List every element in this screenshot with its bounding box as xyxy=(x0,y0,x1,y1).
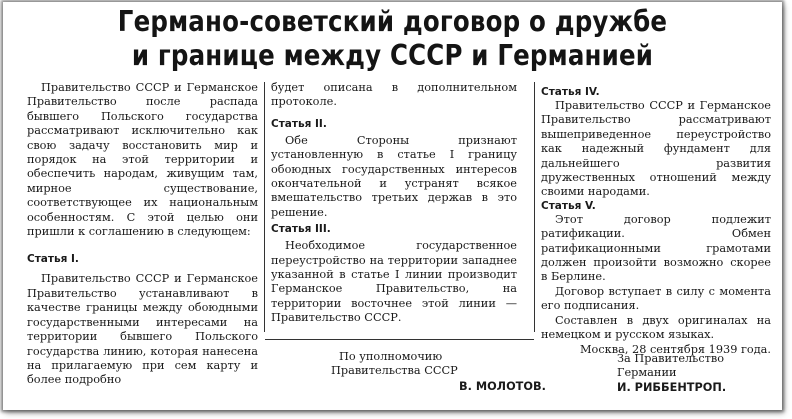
article-5-text-3: Составлен в двух оригиналах на немецком и русском языках. xyxy=(541,313,771,342)
article-5-text-1: Этот договор подлежит ратификации. Обмен ратификационными грамотами должен произойти возможно скорее в Берлине. xyxy=(541,212,771,284)
article-5-text-2: Договор вступает в силу с момента его подписания. xyxy=(541,284,771,313)
newspaper-clipping xyxy=(3,2,782,410)
preamble-text: Правительство СССР и Германское Правительство после распада бывшего Польского государства рассматривают исключительно как свою задачу восстановить мир и порядок на этой территории и обеспечить народам, живущим там, мирное существование, соответствующее их национальным особенностям. С этой целью они пришли к соглашению в следующем: xyxy=(27,81,258,239)
column-3 xyxy=(541,86,771,357)
germany-signature-line-2: Германии xyxy=(617,366,677,379)
article-4-text: Правительство СССР и Германское Правительство рассматривают вышеприведенное переустройство как надежный фундамент для дальнейшего развития дружественных отношений между своими народами. xyxy=(541,99,771,199)
germany-signatory-name: И. РИББЕНТРОП. xyxy=(617,381,727,394)
headline-line-2: и границе между СССР и Германией xyxy=(131,39,654,72)
ussr-signature-line-1: По уполномочию xyxy=(339,350,443,363)
column-1 xyxy=(27,81,258,388)
ussr-signature-block xyxy=(331,350,458,378)
headline-line-1: Германо-советский договор о дружбе xyxy=(117,5,668,38)
article-2-text: Обе Стороны признают установленную в статье I границу обоюдных государственных интересов окончательной и устранят всякое вмешательство третьих держав в это решение. xyxy=(271,133,517,219)
column-divider-2 xyxy=(534,82,535,332)
signature-rule xyxy=(265,339,534,340)
dateline: Москва, 28 сентября 1939 года. xyxy=(579,342,771,356)
article-3-text: Необходимое государственное переустройство на территории западнее указанной в статье I линии производит Германское Правительство, на территории восточнее этой линии — Правительство СССР. xyxy=(271,239,517,325)
article-3-heading: Статья III. xyxy=(271,223,331,236)
article-1-heading: Статья I. xyxy=(27,253,79,266)
germany-signature-line-1: За Правительство xyxy=(617,352,725,365)
column-2 xyxy=(271,81,517,326)
germany-signature-block xyxy=(617,352,724,380)
article-2-heading: Статья II. xyxy=(271,117,327,130)
article-1-text: Правительство СССР и Германское Правительство устанавливают в качестве границы между обоюдными государственными интересами на территории бывшего Польского государства линию, которая нанесена на прилагаемую при сем карту и более подробно xyxy=(27,272,258,387)
article-5-heading: Статья V. xyxy=(541,199,596,212)
ussr-signatory-name: В. МОЛОТОВ. xyxy=(459,380,546,393)
ussr-signature-line-2: Правительства СССР xyxy=(331,364,458,377)
article-4-heading: Статья IV. xyxy=(541,86,600,98)
column-divider-1 xyxy=(264,82,265,332)
article-1-continuation: будет описана в дополнительном протоколе. xyxy=(271,81,517,109)
